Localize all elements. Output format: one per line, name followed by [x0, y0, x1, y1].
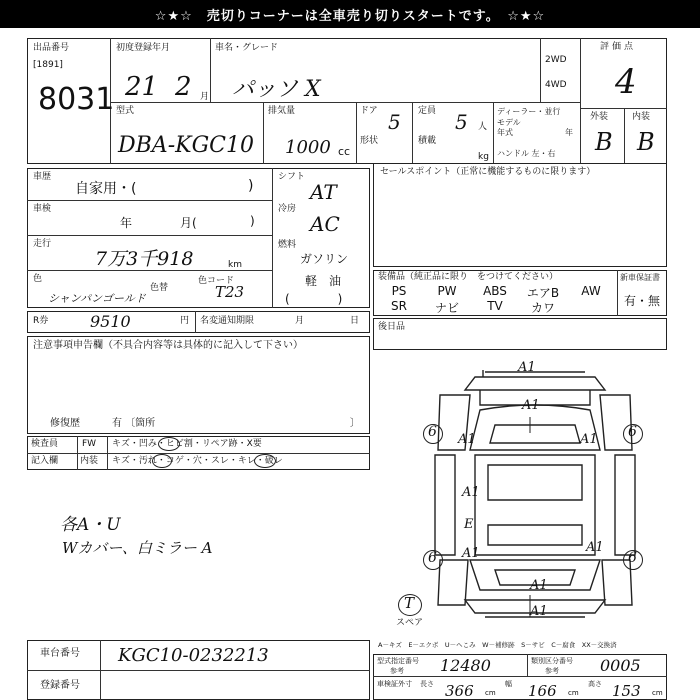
equipment-item: PS [391, 284, 407, 298]
wid-value: 166 [528, 682, 557, 700]
type-value: 12480 [440, 656, 491, 675]
load-unit: kg [478, 152, 489, 162]
damage-mark: A1 [458, 432, 476, 447]
spare-label: スペア [396, 618, 424, 628]
inspection-close: ) [250, 214, 255, 228]
banner: ☆★☆ 売切りコーナーは全車売り切りスタートです。 ☆★☆ [0, 0, 700, 28]
recycle-value: 9510 [90, 312, 131, 331]
doors-label: ドア [360, 106, 378, 116]
ref2-label: 参考 [545, 667, 559, 675]
equipment-item: ABS [483, 284, 507, 298]
fuel-paren: ( ) [285, 292, 343, 306]
inspection-label: 車検 [33, 204, 52, 214]
first-reg-year: 21 [125, 72, 159, 102]
color-change-label: 色替 [150, 283, 169, 293]
spare-mark: T [404, 594, 415, 612]
equipment-item: エアB [526, 286, 560, 300]
fuel-gas: ガソリン [300, 252, 349, 266]
tire-mark: 6 [428, 424, 437, 440]
circle-mark [158, 437, 180, 451]
equipment-item: ナビ [434, 301, 459, 315]
repair-close: 〕 [350, 418, 360, 429]
equipment-item: PW [437, 284, 457, 298]
load-label: 積載 [418, 136, 437, 146]
sales-point-label: セールスポイント（正常に機能するものに限ります） [380, 167, 596, 177]
aircon-value: AC [310, 212, 340, 236]
fuel-diesel: 軽 油 [305, 274, 342, 288]
damage-mark: A1 [530, 604, 548, 619]
interior-label: 内装 [632, 112, 651, 122]
dealer-line1: ディーラー・並行 [497, 107, 561, 116]
class-value: 0005 [600, 656, 641, 675]
capacity-value: 5 [455, 110, 468, 134]
dealer-line2: モデル [497, 118, 521, 127]
checker-row1: キズ・凹み・ヒビ割・リペア跡・X要 [112, 439, 262, 449]
model-value: DBA-KGC10 [118, 133, 254, 158]
len-value: 366 [445, 682, 474, 700]
checker-row1-head: FW [82, 439, 97, 449]
dealer-line5: ハンドル 左・右 [497, 149, 556, 158]
car-diagram [400, 355, 670, 635]
capacity-label: 定員 [418, 106, 437, 116]
history-close: ) [248, 178, 254, 194]
damage-mark: A1 [586, 540, 604, 555]
wid-unit: cm [568, 689, 579, 697]
fuel-label: 燃料 [278, 240, 297, 250]
damage-mark: A1 [518, 360, 536, 375]
len-label: 長さ [420, 680, 434, 688]
checker-label2: 記入欄 [31, 456, 59, 466]
remarks-line1: 各A・U [60, 515, 121, 535]
damage-legend: A－キズ E－エクボ U－ヘこみ W－補修跡 S－サビ C－腐食 XX－交換済 [378, 641, 617, 649]
tire-mark: 6 [628, 424, 637, 440]
car-name-label: 車名・グレード [215, 43, 279, 53]
color-code: T23 [215, 283, 245, 301]
damage-mark: A1 [580, 432, 598, 447]
remarks-line2: Wカバー、白ミラー A [62, 539, 213, 557]
lot-label: 出品番号 [33, 43, 70, 53]
shift-label: シフト [278, 172, 306, 182]
deadline-day: 日 [350, 316, 360, 326]
repair-value: 有 〔箇所 [112, 418, 156, 429]
first-reg-label: 初度登録年月 [116, 43, 171, 53]
car-name-value: パッソ X [232, 77, 321, 102]
mileage-unit: km [228, 260, 242, 270]
damage-mark: E [464, 517, 474, 532]
mileage-label: 走行 [33, 239, 52, 249]
rear-items-block [373, 318, 667, 350]
damage-mark: A1 [530, 578, 548, 593]
class-label: 類別区分番号 [531, 657, 573, 665]
hei-label: 高さ [588, 680, 602, 688]
warranty-value: 有・無 [624, 294, 661, 308]
drive-4wd: 4WD [545, 80, 567, 90]
first-reg-unit: 月 [200, 92, 210, 102]
displacement-value: 1000 [285, 137, 331, 158]
displacement-label: 排気量 [268, 106, 296, 116]
dealer-line4: 年 [565, 128, 573, 137]
recycle-unit: 円 [180, 316, 190, 326]
wid-label: 幅 [505, 680, 512, 688]
ref1-label: 参考 [390, 667, 404, 675]
color-code-label: 色コード [198, 276, 235, 286]
exterior-label: 外装 [590, 112, 609, 122]
circle-mark [254, 454, 276, 468]
model-label: 型式 [116, 106, 135, 116]
shift-value: AT [310, 180, 337, 204]
equipment-item: カワ [530, 301, 555, 315]
grade-label: 評価点 [600, 42, 637, 52]
equipment-item: TV [487, 299, 503, 313]
lot-number: 8031 [38, 82, 115, 117]
drive-2wd: 2WD [545, 55, 567, 65]
warranty-label: 新車保証書 [620, 273, 660, 282]
len-unit: cm [485, 689, 496, 697]
hei-unit: cm [652, 689, 663, 697]
notes-label: 注意事項申告欄（不具合内容等は具体的に記入して下さい） [33, 340, 303, 351]
circle-mark [152, 454, 172, 468]
sales-point-block [373, 163, 667, 267]
deadline-label: 名変通知期限 [200, 316, 255, 326]
recycle-block [27, 311, 370, 333]
chassis-value: KGC10-0232213 [118, 645, 269, 666]
capacity-unit: 人 [478, 122, 488, 132]
chassis-label: 車台番号 [40, 648, 80, 659]
inspection-month: 月( [180, 216, 197, 230]
displacement-unit: cc [338, 145, 351, 158]
history-value: 自家用・( [75, 181, 137, 197]
dims-label: 車検証外寸 [377, 680, 412, 688]
history-label: 車歴 [33, 172, 52, 182]
grade-value: 4 [615, 62, 637, 102]
type-label: 型式指定番号 [377, 657, 419, 665]
equipment-label: 装備品（純正品に限り をつけてください） [378, 272, 559, 282]
tire-mark: 6 [428, 550, 437, 566]
inspection-year: 年 [120, 216, 133, 230]
dealer-line3: 年式 [497, 128, 513, 137]
registration-label: 登録番号 [40, 680, 80, 691]
lot-sub: [1891] [33, 60, 63, 70]
color-value: シャンパンゴールド [48, 292, 146, 305]
checker-label1: 検査員 [31, 439, 59, 449]
equipment-item: AW [581, 284, 601, 298]
shape-label: 形状 [360, 136, 379, 146]
recycle-label: R券 [33, 316, 49, 326]
mileage-value: 7万3千918 [95, 248, 194, 270]
deadline-month: 月 [295, 316, 305, 326]
interior-value: B [637, 128, 655, 156]
rear-label: 後日品 [378, 322, 406, 332]
first-reg-month: 2 [175, 72, 192, 102]
equipment-item: SR [391, 299, 407, 313]
exterior-value: B [595, 128, 613, 156]
checker-row2: キズ・汚れ・コゲ・穴・スレ・キレ・破レ [112, 456, 283, 466]
tire-mark: 6 [628, 550, 637, 566]
repair-label: 修復歴 [50, 418, 80, 429]
checker-row2-head: 内装 [80, 456, 99, 466]
aircon-label: 冷房 [278, 204, 297, 214]
damage-mark: A1 [462, 546, 480, 561]
color-label: 色 [33, 274, 43, 284]
damage-mark: A1 [522, 398, 540, 413]
hei-value: 153 [612, 682, 641, 700]
doors-value: 5 [388, 110, 401, 134]
damage-mark: A1 [462, 485, 480, 500]
